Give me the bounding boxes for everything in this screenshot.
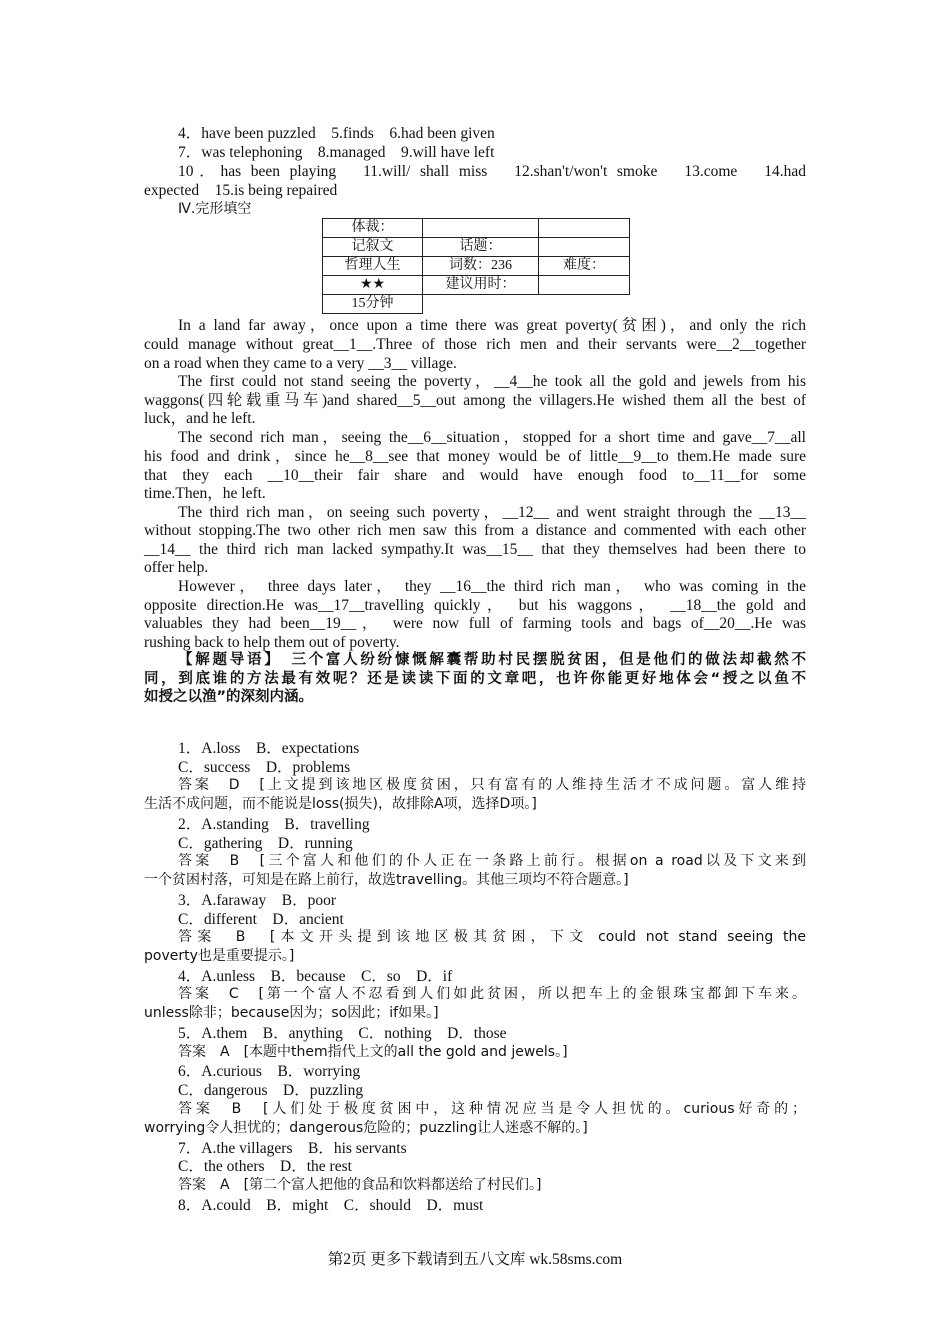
guide-line: 如授之以渔”的深刻内涵。 <box>144 689 314 705</box>
question-6-options: C．dangerous D．puzzling <box>178 1082 364 1099</box>
question-6-options: 6．A.curious B．worrying <box>178 1063 361 1080</box>
passage-p3-line: his food and drink，since he__8__see that money would be of little__9__to them.He made sure <box>144 448 806 465</box>
question-1-options: 1．A.loss B．expectations <box>178 740 360 757</box>
answer-4: 答案 C [第一个富人不忍看到人们如此贫困，所以把车上的金银珠宝都卸下车来。 <box>178 986 806 1002</box>
question-2-options: C．gathering D．running <box>178 835 353 852</box>
empty-cell <box>423 219 539 238</box>
answer-6: 答案 B [人们处于极度贫困中，这种情况应当是令人担忧的。curious好奇的； <box>178 1101 806 1117</box>
question-5-options: 5．A.them B．anything C．nothing D．those <box>178 1025 507 1042</box>
passage-p1-line: In a land far away，once upon a time there was great poverty(贫困)，and only the rich <box>178 317 806 334</box>
question-8-options: 8．A.could B．might C．should D．must <box>178 1197 484 1214</box>
answer-3: 答案 B [本文开头提到该地区极其贫困，下文 could not stand seeing the <box>178 929 806 945</box>
answer-4: unless除非；because因为；so因此；if如果。] <box>144 1005 439 1021</box>
prev-answers-line-2: 7．was telephoning 8.managed 9.will have left <box>178 144 495 161</box>
passage-p3-line: The second rich man，seeing the__6__situation，stopped for a short time and gave__7__all <box>178 429 806 446</box>
answer-3: poverty也是重要提示。] <box>144 948 295 964</box>
question-3-options: 3．A.faraway B．poor <box>178 892 336 909</box>
passage-p5-line: However， three days later， they __16__the third rich man， who was coming in the <box>178 578 806 595</box>
passage-p3-line: that they each __10__their fair share and would have enough food to__11__for some <box>144 467 806 484</box>
difficulty-stars: ★★ <box>323 276 423 295</box>
question-3-options: C．different D．ancient <box>178 911 344 928</box>
answer-1: 答案 D [上文提到该地区极度贫困，只有富有的人维持生活才不成问题。富人维持 <box>178 777 806 793</box>
section-title: Ⅳ.完形填空 <box>178 201 252 217</box>
passage-p1-line: on a road when they came to a very __3__ village. <box>144 355 457 372</box>
passage-p2-line: The first could not stand seeing the poverty，__4__he took all the gold and jewels from his <box>178 373 806 390</box>
passage-p4-line: __14__ the third rich man lacked sympathy.It was__15__ that they themselves had been there to <box>144 541 806 558</box>
answer-6: worrying令人担忧的；dangerous危险的；puzzling让人迷惑不解的。] <box>144 1120 588 1136</box>
difficulty-label: 难度： <box>539 257 630 276</box>
question-7-options: 7．A.the villagers B．his servants <box>178 1140 407 1157</box>
passage-p5-line: opposite direction.He was__17__travelling quickly， but his waggons， __18__the gold and <box>144 597 806 614</box>
time-label: 建议用时： <box>423 276 539 295</box>
guide-line: 【解题导语】 三个富人纷纷慷慨解囊帮助村民摆脱贫困，但是他们的做法却截然不 <box>178 652 806 668</box>
time-value: 15分钟 <box>323 295 423 314</box>
answer-7: 答案 A [第二个富人把他的食品和饮料都送给了村民们。] <box>178 1177 542 1193</box>
question-2-options: 2．A.standing B．travelling <box>178 816 370 833</box>
empty-cell <box>539 219 630 238</box>
passage-p4-line: offer help. <box>144 559 209 576</box>
empty-cell <box>539 276 630 295</box>
genre-value: 记叙文 <box>323 238 423 257</box>
passage-p1-line: could manage without great__1__.Three of those rich men and their servants were__2__together <box>144 336 806 353</box>
empty-cell <box>423 295 539 314</box>
answer-5: 答案 A [本题中them指代上文的all the gold and jewels。] <box>178 1044 568 1060</box>
answer-2: 答案 B [三个富人和他们的仆人正在一条路上前行。根据on a road以及下文来到 <box>178 853 806 869</box>
question-1-options: C．success D．problems <box>178 759 351 776</box>
passage-p2-line: luck，and he left. <box>144 410 256 427</box>
guide-line: 同，到底谁的方法最有效呢？还是读读下面的文章吧，也许你能更好地体会“授之以鱼不 <box>144 671 806 687</box>
page-footer: 第2页 更多下载请到五八文库 wk.58sms.com <box>327 1251 623 1268</box>
empty-cell <box>539 238 630 257</box>
topic-value: 哲理人生 <box>323 257 423 276</box>
passage-p5-line: rushing back to help them out of poverty. <box>144 634 400 651</box>
answer-1: 生活不成问题，而不能说是loss(损失)，故排除A项，选择D项。] <box>144 796 537 812</box>
passage-p4-line: without stopping.The two other rich men saw this from a distance and commented with each other <box>144 522 806 539</box>
prev-answers-line-3: 10．has been playing 11.will/ shall miss 12.shan't/won't smoke 13.come 14.had <box>178 163 806 180</box>
passage-p5-line: valuables they had been__19__， were now full of farming tools and bags of__20__.He was <box>144 615 806 632</box>
question-7-options: C．the others D．the rest <box>178 1158 352 1175</box>
genre-label: 体裁： <box>323 219 423 238</box>
answer-2: 一个贫困村落，可知是在路上前行，故选travelling。其他三项均不符合题意。] <box>144 872 629 888</box>
empty-cell <box>539 295 630 314</box>
prev-answers-line-4: expected 15.is being repaired <box>144 182 338 199</box>
word-count: 词数：236 <box>423 257 539 276</box>
prev-answers-line-1: 4．have been puzzled 5.finds 6.had been given <box>178 125 495 142</box>
question-4-options: 4．A.unless B．because C．so D．if <box>178 968 453 985</box>
passage-p3-line: time.Then，he left. <box>144 485 266 502</box>
passage-p4-line: The third rich man，on seeing such poverty，__12__ and went straight through the __13__ <box>178 504 806 521</box>
passage-info-table <box>322 218 630 314</box>
topic-label: 话题： <box>423 238 539 257</box>
passage-p2-line: waggons(四轮载重马车)and shared__5__out among the villagers.He wished them all the best of <box>144 392 806 409</box>
